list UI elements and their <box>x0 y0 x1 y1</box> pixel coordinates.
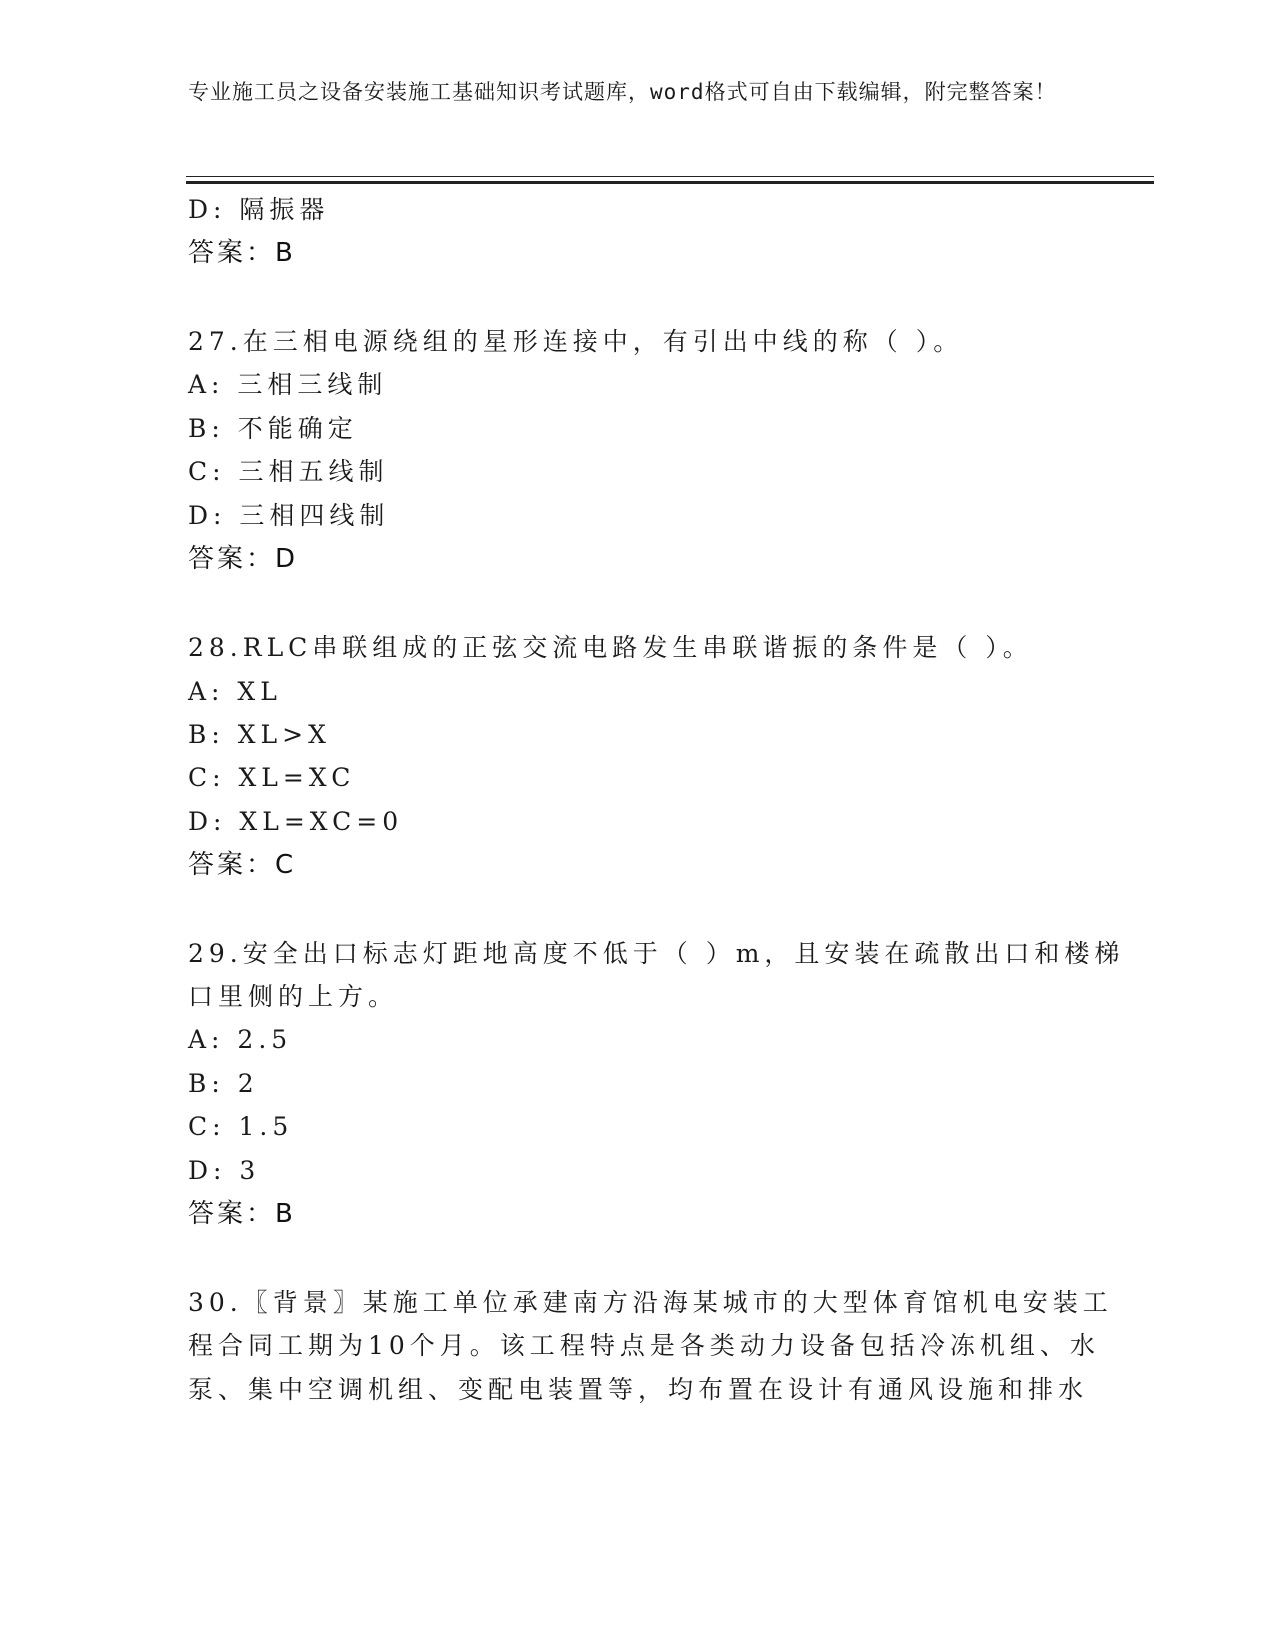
header-divider-thick <box>186 181 1154 184</box>
q30-stem-line1: 30.〖背景〗某施工单位承建南方沿海某城市的大型体育馆机电安装工 <box>188 1288 1113 1317</box>
q28-option-b: B: XL>X <box>188 720 331 749</box>
q29-stem-line1: 29.安全出口标志灯距地高度不低于（ ）m，且安装在疏散出口和楼梯 <box>188 939 1125 968</box>
q28-answer: 答案：C <box>188 850 297 880</box>
q29-option-c: C: 1.5 <box>188 1112 294 1141</box>
q27-option-c: C: 三相五线制 <box>188 457 389 486</box>
q27-answer: 答案：D <box>188 544 299 574</box>
page-header: 专业施工员之设备安装施工基础知识考试题库，word格式可自由下载编辑，附完整答案！ <box>188 80 1057 104</box>
q29-option-d: D: 3 <box>188 1156 261 1185</box>
q28-option-c: C: XL=XC <box>188 763 356 792</box>
q29-option-a: A: 2.5 <box>188 1025 293 1054</box>
q29-answer: 答案：B <box>188 1199 296 1229</box>
q28-option-d: D: XL=XC=0 <box>188 807 404 836</box>
q27-stem: 27.在三相电源绕组的星形连接中，有引出中线的称（ ）。 <box>188 327 964 356</box>
q28-option-a: A: XL <box>188 677 282 706</box>
q26-answer: 答案：B <box>188 238 296 268</box>
header-divider-thin <box>186 176 1154 177</box>
q29-stem-line2: 口里侧的上方。 <box>188 982 399 1011</box>
q27-option-d: D: 三相四线制 <box>188 501 390 530</box>
q29-option-b: B: 2 <box>188 1069 259 1098</box>
q27-option-a: A: 三相三线制 <box>188 370 388 399</box>
q30-stem-line3: 泵、集中空调机组、变配电装置等，均布置在设计有通风设施和排水 <box>188 1375 1089 1404</box>
q26-option-d: D: 隔振器 <box>188 195 330 224</box>
q27-option-b: B: 不能确定 <box>188 414 358 443</box>
q30-stem-line2: 程合同工期为10个月。该工程特点是各类动力设备包括冷冻机组、水 <box>188 1331 1100 1360</box>
q28-stem: 28.RLC串联组成的正弦交流电路发生串联谐振的条件是（ ）。 <box>188 633 1033 662</box>
